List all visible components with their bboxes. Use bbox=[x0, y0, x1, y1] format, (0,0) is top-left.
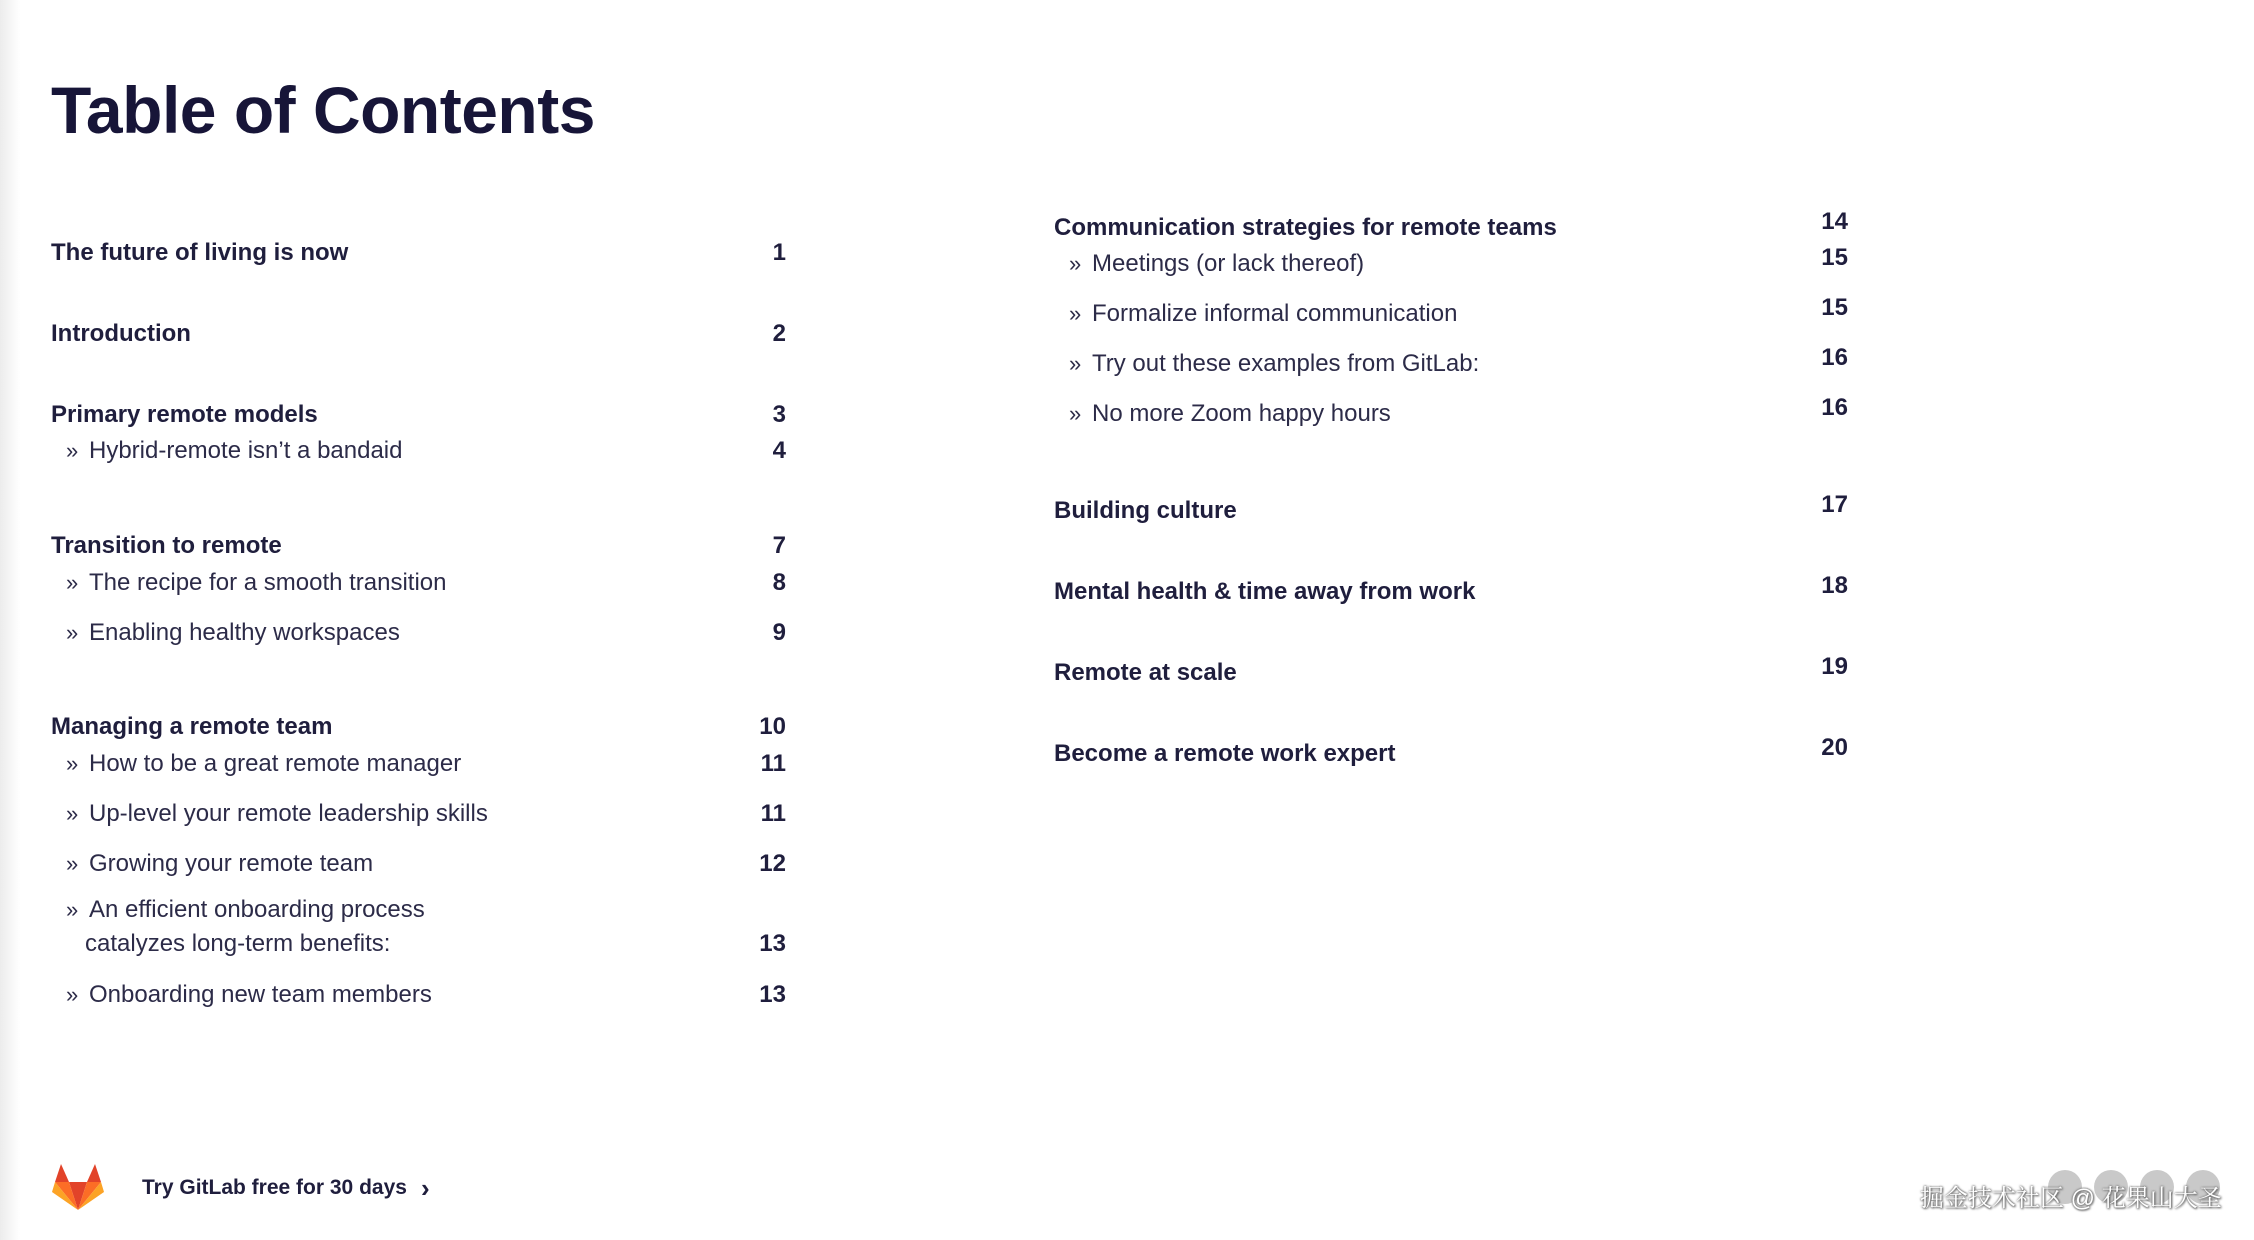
toc-page-number: 12 bbox=[759, 850, 786, 877]
chevron-right-icon: › bbox=[420, 1173, 430, 1203]
toc-page-number: 16 bbox=[1821, 344, 1848, 371]
gitlab-logo-icon[interactable] bbox=[52, 1162, 104, 1212]
bullet-chevron-icon: » bbox=[66, 801, 79, 826]
toc-page-number: 7 bbox=[772, 532, 786, 559]
toc-page-number: 10 bbox=[759, 713, 786, 740]
toc-entry-label: The future of living is now bbox=[51, 239, 349, 266]
toc-page-number: 3 bbox=[772, 401, 786, 428]
toc-entry-label: Building culture bbox=[1054, 497, 1237, 524]
toc-page-number: 9 bbox=[772, 619, 786, 646]
toc-page-number: 1 bbox=[772, 239, 786, 266]
toc-page-number: 15 bbox=[1821, 294, 1848, 321]
bullet-chevron-icon: » bbox=[1069, 351, 1082, 376]
toc-page-number: 16 bbox=[1821, 394, 1848, 421]
toc-page-number: 11 bbox=[760, 800, 786, 827]
bullet-chevron-icon: » bbox=[66, 851, 79, 876]
toc-entry-label: Try out these examples from GitLab: bbox=[1092, 350, 1480, 377]
toc-entry-label: Hybrid-remote isn’t a bandaid bbox=[89, 437, 403, 464]
bullet-chevron-icon: » bbox=[1069, 301, 1082, 326]
toc-entry-label: No more Zoom happy hours bbox=[1092, 400, 1391, 427]
toc-entry-label: Transition to remote bbox=[51, 532, 282, 559]
toc-page-number: 11 bbox=[760, 750, 786, 777]
try-gitlab-label: Try GitLab free for 30 days bbox=[142, 1176, 407, 1199]
bullet-chevron-icon: » bbox=[1069, 401, 1082, 426]
toc-entry-label: Meetings (or lack thereof) bbox=[1092, 250, 1365, 277]
toc-entry-label: Onboarding new team members bbox=[89, 981, 432, 1008]
toc-page-number: 4 bbox=[772, 437, 786, 464]
toc-page-number: 15 bbox=[1821, 244, 1848, 271]
toc-page-number: 13 bbox=[759, 930, 786, 957]
toc-entry-label: Become a remote work expert bbox=[1054, 740, 1396, 767]
toc-entry-label: Mental health & time away from work bbox=[1054, 578, 1476, 605]
toc-entry-label: Growing your remote team bbox=[89, 850, 374, 877]
toc-page-number: 18 bbox=[1821, 572, 1848, 599]
toc-entry-label: How to be a great remote manager bbox=[89, 750, 462, 777]
toc-entry-label: Introduction bbox=[51, 320, 191, 347]
toc-entry-label: Up-level your remote leadership skills bbox=[89, 800, 488, 827]
toc-page-number: 13 bbox=[759, 981, 786, 1008]
toc-entry-label: Managing a remote team bbox=[51, 713, 333, 740]
toc-entry-label: Formalize informal communication bbox=[1092, 300, 1458, 327]
toc-page-number: 2 bbox=[772, 320, 786, 347]
bullet-chevron-icon: » bbox=[66, 897, 79, 922]
toc-entry-label: An efficient onboarding process bbox=[89, 896, 425, 923]
bullet-chevron-icon: » bbox=[1069, 251, 1082, 276]
toc-entry-label: Primary remote models bbox=[51, 401, 318, 428]
bullet-chevron-icon: » bbox=[66, 570, 79, 595]
toc-entry-label: Remote at scale bbox=[1054, 659, 1237, 686]
try-gitlab-link[interactable] bbox=[142, 1173, 430, 1203]
bullet-chevron-icon: » bbox=[66, 438, 79, 463]
watermark-text: 掘金技术社区 @ 花果山大圣 bbox=[1920, 1185, 2222, 1212]
toc-page-number: 19 bbox=[1821, 653, 1848, 680]
toc-page-number: 8 bbox=[772, 569, 786, 596]
toc-page-number: 17 bbox=[1821, 491, 1848, 518]
page-title: Table of Contents bbox=[51, 73, 595, 147]
toc-page-number: 20 bbox=[1821, 734, 1848, 761]
toc-page-number: 14 bbox=[1821, 208, 1848, 235]
toc-entry-label: The recipe for a smooth transition bbox=[89, 569, 447, 596]
toc-entry-label-continued: catalyzes long-term benefits: bbox=[85, 930, 391, 957]
toc-entry-label: Enabling healthy workspaces bbox=[89, 619, 400, 646]
bullet-chevron-icon: » bbox=[66, 751, 79, 776]
bullet-chevron-icon: » bbox=[66, 982, 79, 1007]
toc-entry-label: Communication strategies for remote teams bbox=[1054, 214, 1557, 241]
bullet-chevron-icon: » bbox=[66, 620, 79, 645]
